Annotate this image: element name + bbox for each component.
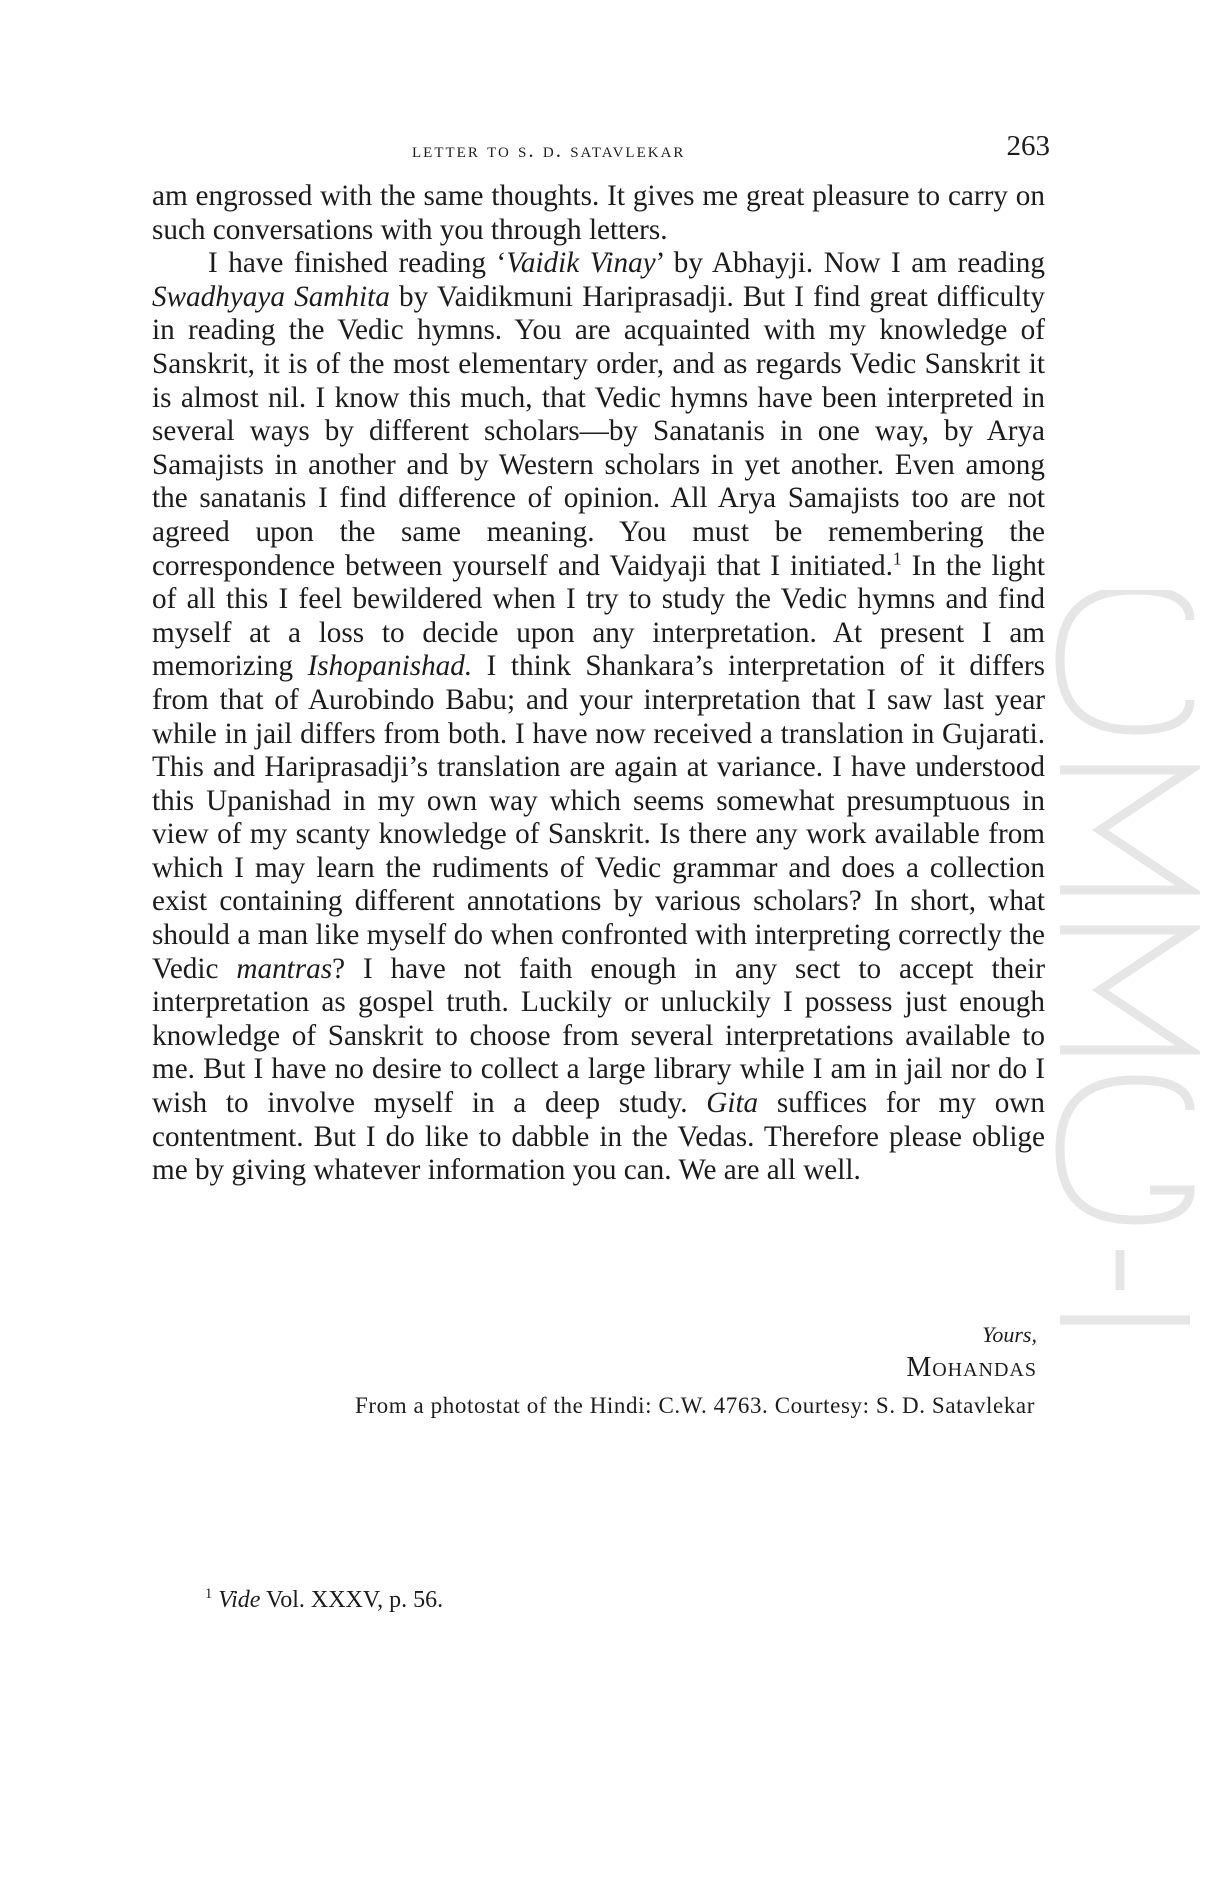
valediction: Yours, — [982, 1322, 1037, 1347]
text-run: I think Shankara’s interpretation of it differs from that of Aurobindo Babu; and your interpretation that I saw last year while in jail differs from both. I have now received a translation in Gujarati. This and Hariprasadji’s translation are again at variance. I have understood this Upanishad in my own way which seems somewhat presumptuous in view of my scanty knowledge of Sanskrit. Is there any work available from which I may learn the rudiments of Vedic grammar and does a collection exist containing different annotations by various scholars? In short, what should a man like myself do when confronted with interpreting correctly the Vedic — [152, 650, 1045, 985]
footnote-reference: 1 — [892, 547, 902, 568]
letter-body — [152, 180, 1045, 1188]
text-run: I have finished reading ‘ — [208, 247, 507, 280]
source-note: From a photostat of the Hindi: C.W. 4763. Courtesy: S. D. Satavlekar — [354, 1393, 1035, 1418]
running-title: letter to s. d. satavlekar — [412, 138, 686, 162]
letter-closing — [152, 1320, 1037, 1386]
paragraph-2 — [152, 247, 1045, 1188]
book-title-gita: Gita — [706, 1087, 759, 1120]
signature: Mohandas — [906, 1352, 1037, 1383]
book-title-ishopanishad: Ishopanishad. — [307, 650, 473, 683]
paragraph-1: am engrossed with the same thoughts. It gives me great pleasure to carry on such conversations with you through letters. — [152, 180, 1045, 246]
book-title-vaidik-vinay: Vaidik Vinay — [506, 247, 656, 280]
text-run: ’ by Abhayji. Now I am reading — [655, 247, 1045, 280]
running-head — [150, 130, 1050, 170]
page-number: 263 — [1006, 130, 1050, 162]
footnote-text: Vol. XXXV, p. 56. — [260, 1587, 444, 1613]
text-run: suffices for my own contentment. But I do like to dabble in the Vedas. Therefore please oblige me by giving whatever information you can. We are all well. — [152, 1087, 1045, 1187]
book-title-swadhyaya-samhita: Swadhyaya Samhita — [152, 280, 390, 313]
text-run: ? I have not faith enough in any sect to accept their interpretation as gospel truth. Luckily or unluckily I possess just enough knowledge of Sanskrit to choose from several interpretations available to me. But I have no desire to collect a large library while I am in jail nor do I wish to involve myself in a deep study. — [152, 952, 1045, 1120]
text-run: In the light of all this I feel bewildered when I try to study the Vedic hymns and find myself at a loss to decide upon any interpretation. At present I am memorizing — [152, 549, 1045, 683]
text-run: by Vaidikmuni Hariprasadji. But I find great difficulty in reading the Vedic hymns. You are acquainted with my knowledge of Sanskrit, it is of the most elementary order, and as regards Vedic Sanskrit it is almost nil. I know this much, that Vedic hymns have been interpreted in several ways by different scholars—by Sanatanis in one way, by Arya Samajists in another and by Western scholars in yet another. Even among the sanatanis I find difference of opinion. All Arya Samajists too are not agreed upon the same meaning. You must be remembering the correspondence between yourself and Vaidyaji that I initiated. — [152, 280, 1045, 582]
watermark-logo — [1040, 590, 1200, 1350]
footnote-vide: Vide — [218, 1587, 261, 1613]
term-mantras: mantras — [236, 952, 333, 985]
footnote-mark: 1 — [205, 1586, 213, 1602]
footnote — [205, 1587, 443, 1614]
